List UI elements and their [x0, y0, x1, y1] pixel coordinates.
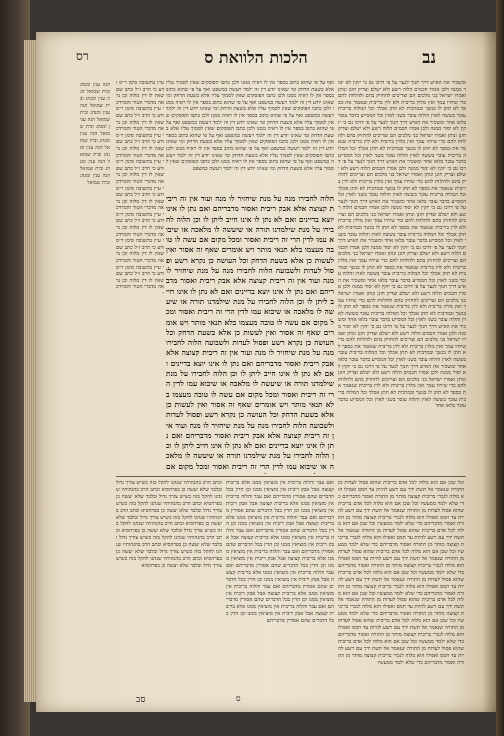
- commentary-right-column: ומשכיר את האיש דרך חנוך לנער על פי דרכו גם כי יזקין לא יסור ממנה ולכן אמרו חכמים הלוה רשע ולא ישלם וצדיק חונן ונותן ואמרו ישראל בני מלכים הם וצריכים להחזיק בהם ולהלוות להם כדי שיחיו עמך ואין מלוין בריבית ולא לוין בריבית שנאמר את כספך לא תתן לו בנשך ובמרבית לא תתן אכלך וכל המלוה בריבית עובר בששה לאוין והלוה עובר בשני לאוין וכל המסייע בדבר עובר בלאו אחד ומשכיר את האיש דרך חנוך לנער על פי דרכו גם כי יזקין לא יסור ממנה ולכן אמרו חכמים הלוה רשע ולא ישלם וצדיק חונן ונותן ואמרו ישראל בני מלכים הם וצריכים להחזיק בהם ולהלוות להם כדי שיחיו עמך ואין מלוין בריבית ולא לוין בריבית שנאמר את כספך לא תתן לו בנשך ובמרבית לא תתן אכלך וכל המלוה בריבית עובר בששה לאוין והלוה עובר בשני לאוין וכל המסייע בדבר עובר בלאו אחד ומשכיר את האיש דרך חנוך לנער על פי דרכו גם כי יזקין לא יסור ממנה ולכן אמרו חכמים הלוה רשע ולא ישלם וצדיק חונן ונותן ואמרו ישראל בני מלכים הם וצריכים להחזיק בהם ולהלוות להם כדי שיחיו עמך ואין מלוין בריבית ולא לוין בריבית שנאמר את כספך לא תתן לו בנשך ובמרבית לא תתן אכלך וכל המלוה בריבית עובר בששה לאוין והלוה עובר בשני לאוין וכל המסייע בדבר עובר בלאו אחד ומשכיר את האיש דרך חנוך לנער על פי דרכו גם כי יזקין לא יסור ממנה ולכן אמרו חכמים הלוה רשע ולא ישלם וצדיק חונן ונותן ואמרו ישראל בני מלכים הם וצריכים להחזיק בהם ולהלוות להם כדי שיחיו עמך ואין מלוין בריבית ולא לוין בריבית שנאמר את כספך לא תתן לו בנשך ובמרבית לא תתן אכלך וכל המלוה בריבית עובר בששה לאוין והלוה עובר בשני לאוין וכל המסייע בדבר עובר בלאו אחד ומשכיר את האיש דרך חנוך לנער על פי דרכו גם כי יזקין לא יסור ממנה ולכן אמרו חכמים הלוה רשע ולא ישלם וצדיק חונן ונותן ואמרו ישראל בני מלכים הם וצריכים להחזיק בהם ולהלוות להם כדי שיחיו עמך ואין מלוין בריבית ולא לוין בריבית שנאמר את כספך לא תתן לו בנשך ובמרבית לא תתן אכלך וכל המלוה בריבית עובר בששה לאוין והלוה עובר בשני לאוין וכל המסייע בדבר עובר בלאו אחד ומשכיר את האיש דרך חנוך לנער על פי דרכו גם כי יזקין לא יסור ממנה ולכן אמרו חכמים הלוה רשע ולא ישלם וצדיק חונן ונותן ואמרו ישראל בני מלכים הם וצריכים להחזיק בהם ולהלוות להם כדי שיחיו עמך ואין מלוין בריבית ולא לוין בריבית שנאמר את כספך לא תתן לו בנשך ובמרבית לא תתן אכלך וכל המלוה בריבית עובר בששה לאוין והלוה עובר בשני לאוין וכל המסייע בדבר עובר בלאו אחד ומשכיר את האיש דרך חנוך לנער על פי דרכו גם כי יזקין לא יסור ממנה ולכן אמרו חכמים הלוה רשע ולא ישלם וצדיק חונן ונותן ואמרו ישראל בני מלכים הם וצריכים להחזיק בהם ולהלוות להם כדי שיחיו עמך ואין מלוין בריבית ולא לוין בריבית שנאמר את כספך לא תתן לו בנשך ובמרבית לא תתן אכלך וכל המלוה בריבית עובר בששה לאוין והלוה עובר בשני לאוין וכל המסייע בדבר עובר בלאו אחד ומשכיר את האיש דרך חנוך לנער על פי דרכו גם כי יזקין לא יסור ממנה ולכן אמרו חכמים הלוה רשע ולא ישלם וצדיק חונן ונותן ואמרו ישראל בני מלכים הם וצריכים להחזיק בהם ולהלוות להם כדי שיחיו עמך ואין מלוין בריבית ולא לוין בריבית שנאמר את כספך לא תתן לו בנשך ובמרבית לא תתן אכלך וכל המלוה בריבית עובר בששה לאוין והלוה עובר בשני לאוין וכל המסייע בדבר עובר בלאו אחד: [338, 80, 466, 410]
- section-divider: [116, 476, 466, 477]
- book-page: [36, 32, 504, 712]
- printer-signature: ס: [236, 694, 241, 703]
- commentary-inner-column: ואף על פי שהוא כתוב בספר אין לו ראיה ממנו ולכן כתבו הפוסקים שאין לסמוך עליו אלא בשעת הדחק ומי שאינו יודע דין זה ילמד ויעשה כמשפט ואף על פי שהוא כתוב בספר אין לו ראיה ממנו ולכן כתבו הפוסקים שאין לסמוך עליו אלא בשעת הדחק ומי שאינו יודע דין זה ילמד ויעשה כמשפט ואף על פי שהוא כתוב בספר אין לו ראיה ממנו ולכן כתבו הפוסקים שאין לסמוך עליו אלא בשעת הדחק ומי שאינו יודע דין זה ילמד ויעשה כמשפט ואף על פי שהוא כתוב בספר אין לו ראיה ממנו ולכן כתבו הפוסקים שאין לסמוך עליו אלא בשעת הדחק ומי שאינו יודע דין זה ילמד ויעשה כמשפט ואף על פי שהוא כתוב בספר אין לו ראיה ממנו ולכן כתבו הפוסקים שאין לסמוך עליו אלא בשעת הדחק ומי שאינו יודע דין זה ילמד ויעשה כמשפט ואף על פי שהוא כתוב בספר אין לו ראיה ממנו ולכן כתבו הפוסקים שאין לסמוך עליו אלא בשעת הדחק ומי שאינו יודע דין זה ילמד ויעשה כמשפט ואף על פי שהוא כתוב בספר אין לו ראיה ממנו ולכן כתבו הפוסקים שאין לסמוך עליו אלא בשעת הדחק ומי שאינו יודע דין זה ילמד ויעשה כמשפט ואף על פי שהוא כתוב בספר אין לו ראיה ממנו ולכן כתבו הפוסקים שאין לסמוך עליו אלא בשעת הדחק ומי שאינו יודע דין זה ילמד ויעשה כמשפט: [166, 80, 334, 172]
- catchword: סב: [136, 695, 146, 705]
- page-header: [76, 48, 436, 68]
- folio-number: נב: [422, 48, 436, 68]
- facing-page-edge: [496, 0, 504, 736]
- footnotes-middle-column: ואם עבר והלוה בריבית אין מוציאין ממנו אלא בריבית קצוצה אבל אבק ריבית אין מוציאין ממנו וכן הדין בכל הדברים שהם אסורין מדבריהם ואם עבר והלוה בריבית אין מוציאין ממנו אלא בריבית קצוצה אבל אבק ריבית אין מוציאין ממנו וכן הדין בכל הדברים שהם אסורין מדבריהם ואם עבר והלוה בריבית אין מוציאין ממנו אלא בריבית קצוצה אבל אבק ריבית אין מוציאין ממנו וכן הדין בכל הדברים שהם אסורין מדבריהם ואם עבר והלוה בריבית אין מוציאין ממנו אלא בריבית קצוצה אבל אבק ריבית אין מוציאין ממנו וכן הדין בכל הדברים שהם אסורין מדבריהם ואם עבר והלוה בריבית אין מוציאין ממנו אלא בריבית קצוצה אבל אבק ריבית אין מוציאין ממנו וכן הדין בכל הדברים שהם אסורין מדבריהם ואם עבר והלוה בריבית אין מוציאין ממנו אלא בריבית קצוצה אבל אבק ריבית אין מוציאין ממנו וכן הדין בכל הדברים שהם אסורין מדבריהם ואם עבר והלוה בריבית אין מוציאין ממנו אלא בריבית קצוצה אבל אבק ריבית אין מוציאין ממנו וכן הדין בכל הדברים שהם אסורין מדבריהם ואם עבר והלוה בריבית אין מוציאין ממנו אלא בריבית קצוצה אבל אבק ריבית אין מוציאין ממנו וכן הדין בכל הדברים שהם אסורין מדבריהם: [226, 480, 334, 625]
- margin-notes: הגה ענין ומנהג ובית שמואל הגה ענין ומנהג ובית שמואל הגה ענין ומנהג ובית שמואל הגה ענין ומנהג ובית שמואל הגה ענין ומנהג ובית שמואל הגה ענין ומנהג ובית שמואל הגה ענין ומנהג ובית שמואל הגה ענין ומנהג ובית שמואל: [80, 82, 110, 186]
- section-marker: רס: [76, 49, 89, 63]
- main-text-block: הלוה לחבירו מנה על מנת שיחזיר לו מנה ועוד אין זה ריבית קצוצה אלא אבק ריבית ואסור מדבריהם ואם נתן לו אינו יוצא בדיינים ואם לא נתן לו אינו חייב ליתן לו וכן הלוה לחבירו על מנת שילמדנו תורה או שיעשה לו מלאכה או שיבוא עמו לדין הרי זה ריבית ואסור ומכל מקום אם עשה לו טובה מעצמו בלא תנאי מותר ויש אומרים שאף זה אסור ואין לעשות כן אלא בשעת הדחק וכל העושה כן נקרא רשע ופסול לעדות ולשבועה הלוה לחבירו מנה על מנת שיחזיר לו מנה ועוד אין זה ריבית קצוצה אלא אבק ריבית ואסור מדבריהם ואם נתן לו אינו יוצא בדיינים ואם לא נתן לו אינו חייב ליתן לו וכן הלוה לחבירו על מנת שילמדנו תורה או שיעשה לו מלאכה או שיבוא עמו לדין הרי זה ריבית ואסור ומכל מקום אם עשה לו טובה מעצמו בלא תנאי מותר ויש אומרים שאף זה אסור ואין לעשות כן אלא בשעת הדחק וכל העושה כן נקרא רשע ופסול לעדות ולשבועה הלוה לחבירו מנה על מנת שיחזיר לו מנה ועוד אין זה ריבית קצוצה אלא אבק ריבית ואסור מדבריהם ואם נתן לו אינו יוצא בדיינים ואם לא נתן לו אינו חייב ליתן לו וכן הלוה לחבירו על מנת שילמדנו תורה או שיעשה לו מלאכה או שיבוא עמו לדין הרי זה ריבית ואסור ומכל מקום אם עשה לו טובה מעצמו בלא תנאי מותר ויש אומרים שאף זה אסור ואין לעשות כן אלא בשעת הדחק וכל העושה כן נקרא רשע ופסול לעדות ולשבועה הלוה לחבירו מנה על מנת שיחזיר לו מנה ועוד אין זה ריבית קצוצה אלא אבק ריבית ואסור מדבריהם ואם נתן לו אינו יוצא בדיינים ואם לא נתן לו אינו חייב ליתן לו וכן הלוה לחבירו על מנת שילמדנו תורה או שיעשה לו מלאכה או שיבוא עמו לדין הרי זה ריבית ואסור ומכל מקום אם: [166, 194, 334, 471]
- running-title: הלכות הלוואת ס: [204, 48, 308, 67]
- commentary-left-column: עיין בתשובה סימן ר״ס ודע כי הרב ז״ל כתב שם שאין לו דין מלוה וכן נראה מדברי הטור והמרדכי עיין בתשובה סימן ר״ס ודע כי הרב ז״ל כתב שם שאין לו דין מלוה וכן נראה מדברי הטור והמרדכי עיין בתשובה סימן ר״ס ודע כי הרב ז״ל כתב שם שאין לו דין מלוה וכן נראה מדברי הטור והמרדכי עיין בתשובה סימן ר״ס ודע כי הרב ז״ל כתב שם שאין לו דין מלוה וכן נראה מדברי הטור והמרדכי עיין בתשובה סימן ר״ס ודע כי הרב ז״ל כתב שם שאין לו דין מלוה וכן נראה מדברי הטור והמרדכי עיין בתשובה סימן ר״ס ודע כי הרב ז״ל כתב שם שאין לו דין מלוה וכן נראה מדברי הטור והמרדכי עיין בתשובה סימן ר״ס ודע כי הרב ז״ל כתב שם שאין לו דין מלוה וכן נראה מדברי הטור והמרדכי עיין בתשובה סימן ר״ס ודע כי הרב ז״ל כתב שם שאין לו דין מלוה וכן נראה מדברי הטור והמרדכי: [116, 80, 164, 297]
- footnotes-right-column: וכל שכן אם הוא מלוה לכל אדם בריבית שהוא פסול לעדות מן התורה שנאמר אל תשת ידך עם רשע להיות עד חמס ואפילו הוא מלוה לנכרי בריבית קצוצה מותר מן התורה ואסור מדבריהם כדי שלא ילמד ממעשיו וכל שכן אם הוא מלוה לכל אדם בריבית שהוא פסול לעדות מן התורה שנאמר אל תשת ידך עם רשע להיות עד חמס ואפילו הוא מלוה לנכרי בריבית קצוצה מותר מן התורה ואסור מדבריהם כדי שלא ילמד ממעשיו וכל שכן אם הוא מלוה לכל אדם בריבית שהוא פסול לעדות מן התורה שנאמר אל תשת ידך עם רשע להיות עד חמס ואפילו הוא מלוה לנכרי בריבית קצוצה מותר מן התורה ואסור מדבריהם כדי שלא ילמד ממעשיו וכל שכן אם הוא מלוה לכל אדם בריבית שהוא פסול לעדות מן התורה שנאמר אל תשת ידך עם רשע להיות עד חמס ואפילו הוא מלוה לנכרי בריבית קצוצה מותר מן התורה ואסור מדבריהם כדי שלא ילמד ממעשיו וכל שכן אם הוא מלוה לכל אדם בריבית שהוא פסול לעדות מן התורה שנאמר אל תשת ידך עם רשע להיות עד חמס ואפילו הוא מלוה לנכרי בריבית קצוצה מותר מן התורה ואסור מדבריהם כדי שלא ילמד ממעשיו וכל שכן אם הוא מלוה לכל אדם בריבית שהוא פסול לעדות מן התורה שנאמר אל תשת ידך עם רשע להיות עד חמס ואפילו הוא מלוה לנכרי בריבית קצוצה מותר מן התורה ואסור מדבריהם כדי שלא ילמד ממעשיו וכל שכן אם הוא מלוה לכל אדם בריבית שהוא פסול לעדות מן התורה שנאמר אל תשת ידך עם רשע להיות עד חמס ואפילו הוא מלוה לנכרי בריבית קצוצה מותר מן התורה ואסור מדבריהם כדי שלא ילמד ממעשיו וכל שכן אם הוא מלוה לכל אדם בריבית שהוא פסול לעדות מן התורה שנאמר אל תשת ידך עם רשע להיות עד חמס ואפילו הוא מלוה לנכרי בריבית קצוצה מותר מן התורה ואסור מדבריהם כדי שלא ילמד ממעשיו: [338, 480, 464, 666]
- footnotes-left-column: וכתב הרב בהגהותיו שנהגו להקל בזה כשיש צורך גדול ובלבד שלא יעשה כן בפרהסיא וכתב הרב בהגהותיו שנהגו להקל בזה כשיש צורך גדול ובלבד שלא יעשה כן בפרהסיא וכתב הרב בהגהותיו שנהגו להקל בזה כשיש צורך גדול ובלבד שלא יעשה כן בפרהסיא וכתב הרב בהגהותיו שנהגו להקל בזה כשיש צורך גדול ובלבד שלא יעשה כן בפרהסיא וכתב הרב בהגהותיו שנהגו להקל בזה כשיש צורך גדול ובלבד שלא יעשה כן בפרהסיא וכתב הרב בהגהותיו שנהגו להקל בזה כשיש צורך גדול ובלבד שלא יעשה כן בפרהסיא וכתב הרב בהגהותיו שנהגו להקל בזה כשיש צורך גדול ובלבד שלא יעשה כן בפרהסיא וכתב הרב בהגהותיו שנהגו להקל בזה כשיש צורך גדול ובלבד שלא יעשה כן בפרהסיא: [116, 480, 222, 569]
